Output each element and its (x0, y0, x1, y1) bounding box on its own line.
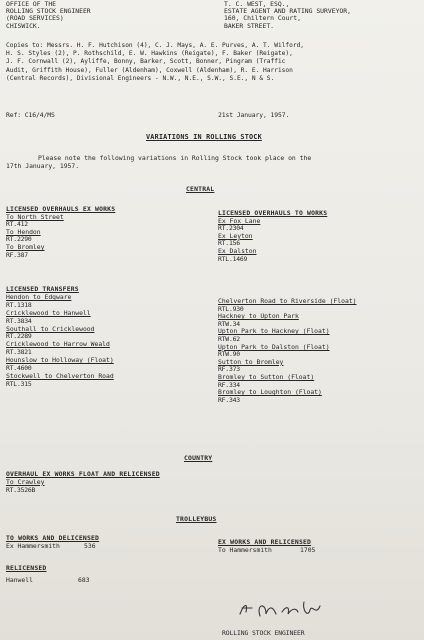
route: Bromley to Sutton (Float) (218, 372, 315, 381)
route: Hackney to Upton Park (218, 312, 299, 321)
route: To Hendon (6, 227, 41, 236)
vehicle: RTL.930 (218, 304, 244, 313)
tb-place: Hanwell (6, 575, 33, 584)
route: Hounslow to Holloway (Float) (6, 356, 114, 365)
route: To North Street (6, 212, 64, 221)
country-heading: COUNTRY (184, 454, 213, 462)
country-sub-heading: OVERHAUL EX WORKS FLOAT AND RELICENSED (6, 470, 160, 478)
vehicle: RT.1318 (6, 300, 32, 309)
vehicle: RF.334 (218, 380, 240, 389)
country-block (6, 471, 160, 494)
from-line: ROLLING STOCK ENGINEER (6, 7, 91, 16)
central-transfers-right (218, 298, 357, 404)
tb-relicensed-heading: RELICENSED (6, 564, 47, 572)
signatory-title: ROLLING STOCK ENGINEER (222, 629, 305, 637)
intro-block (6, 154, 311, 171)
vehicle: RTW.34 (218, 319, 240, 328)
vehicle: RT.2289 (6, 332, 32, 341)
copies-line: H. S. Styles (2), P. Rothschild, E. W. Hawkins (Reigate), F. Baker (Reigate), (6, 50, 293, 58)
tb-to-works-heading: TO WORKS AND DELICENSED (6, 534, 100, 542)
route: Ex Leyton (218, 231, 253, 240)
document-title: VARIATIONS IN ROLLING STOCK (146, 133, 262, 141)
transfers-heading: LICENSED TRANSFERS (6, 285, 79, 293)
route: Upton Park to Hackney (Float) (218, 327, 330, 336)
tb-place: To Hammersmith (218, 546, 272, 554)
copies-block (6, 42, 304, 83)
from-line: CHISWICK. (6, 21, 41, 30)
tb-row (6, 542, 99, 550)
reference: Ref: C16/4/MS (6, 111, 55, 119)
tb-row (6, 576, 90, 585)
intro-line: 17th January, 1957. (6, 162, 80, 171)
vehicle: RF.387 (6, 250, 28, 259)
route: Southall to Cricklewood (6, 324, 95, 333)
route: To Bromley (6, 242, 45, 251)
from-line: (ROAD SERVICES) (6, 14, 64, 23)
to-works-heading: LICENSED OVERHAULS TO WORKS (218, 209, 328, 217)
route: Cricklewood to Hanwell (6, 308, 91, 317)
vehicle: RT.4600 (6, 364, 32, 373)
copies-line: (Central Records), Divisional Engineers - N.W., N.E., S.W., S.E., N & S. (6, 74, 275, 82)
route: To Crawley (6, 477, 45, 486)
vehicle: RTW.62 (218, 334, 240, 343)
from-block (6, 1, 91, 30)
route: Sutton to Bromley (218, 357, 284, 366)
ex-works-heading: LICENSED OVERHAULS EX WORKS (6, 205, 116, 213)
vehicle: RF.343 (218, 395, 240, 404)
trolleybus-ex-works (218, 538, 315, 554)
to-line: 160, Chiltern Court, (224, 14, 301, 23)
central-ex-works (6, 206, 115, 259)
route: Ex Fox Lane (218, 216, 261, 225)
from-line: OFFICE OF THE (6, 0, 57, 8)
central-transfers-left (6, 286, 114, 389)
copies-line: Audit, Griffith House), Fuller (Aldenham), Coxwell (Aldenham), R. E. Harrison (6, 66, 293, 74)
vehicle: RTL.1469 (218, 254, 248, 263)
vehicle: RT.3821 (6, 348, 32, 357)
route: Stockwell to Chelverton Road (6, 371, 114, 380)
to-block (224, 1, 351, 30)
tb-number: 536 (84, 542, 96, 550)
route: Chelverton Road to Riverside (Float) (218, 297, 357, 305)
route: Bromley to Loughton (Float) (218, 388, 322, 397)
vehicle: RT.2304 (218, 224, 244, 233)
vehicle: RT.156 (218, 239, 240, 248)
copies-line: Copies to: Messrs. H. F. Hutchison (4), C. J. Mays, A. E. Purves, A. T. Wilford, (6, 42, 305, 49)
vehicle: RTW.90 (218, 350, 240, 359)
tb-row (218, 546, 315, 554)
tb-number: 1705 (300, 546, 316, 554)
intro-line: Please note the following variations in Rolling Stock took place on the (38, 154, 312, 162)
vehicle: RF.373 (218, 365, 240, 374)
signature-scribble (236, 596, 326, 622)
vehicle: RT.412 (6, 220, 28, 229)
to-line: T. C. WEST, ESQ., (224, 0, 290, 8)
trolleybus-relicensed (6, 564, 90, 584)
central-heading: CENTRAL (186, 185, 215, 193)
tb-number: 683 (78, 575, 90, 584)
vehicle: RT.3526B (6, 485, 36, 494)
to-line: ESTATE AGENT AND RATING SURVEYOR, (224, 7, 351, 16)
trolleybus-to-works (6, 534, 99, 550)
letter-date: 21st January, 1957. (218, 111, 290, 119)
central-to-works (218, 210, 327, 263)
route: Upton Park to Dalston (Float) (218, 342, 330, 351)
vehicle: RT.2290 (6, 235, 32, 244)
copies-line: J. F. Cornwall (2), Ayliffe, Bonny, Barker, Scott, Bonner, Pingram (Traffic (6, 58, 286, 66)
route: Ex Dalston (218, 246, 257, 255)
tb-place: Ex Hammersmith (6, 542, 60, 550)
trolleybus-heading: TROLLEYBUS (176, 515, 217, 523)
vehicle: RTL.315 (6, 379, 32, 388)
route: Hendon to Edgware (6, 292, 72, 301)
tb-ex-works-heading: EX WORKS AND RELICENSED (218, 538, 312, 546)
route: Cricklewood to Harrow Weald (6, 340, 110, 349)
to-line: BAKER STREET. (224, 21, 275, 30)
vehicle: RT.3834 (6, 316, 32, 325)
